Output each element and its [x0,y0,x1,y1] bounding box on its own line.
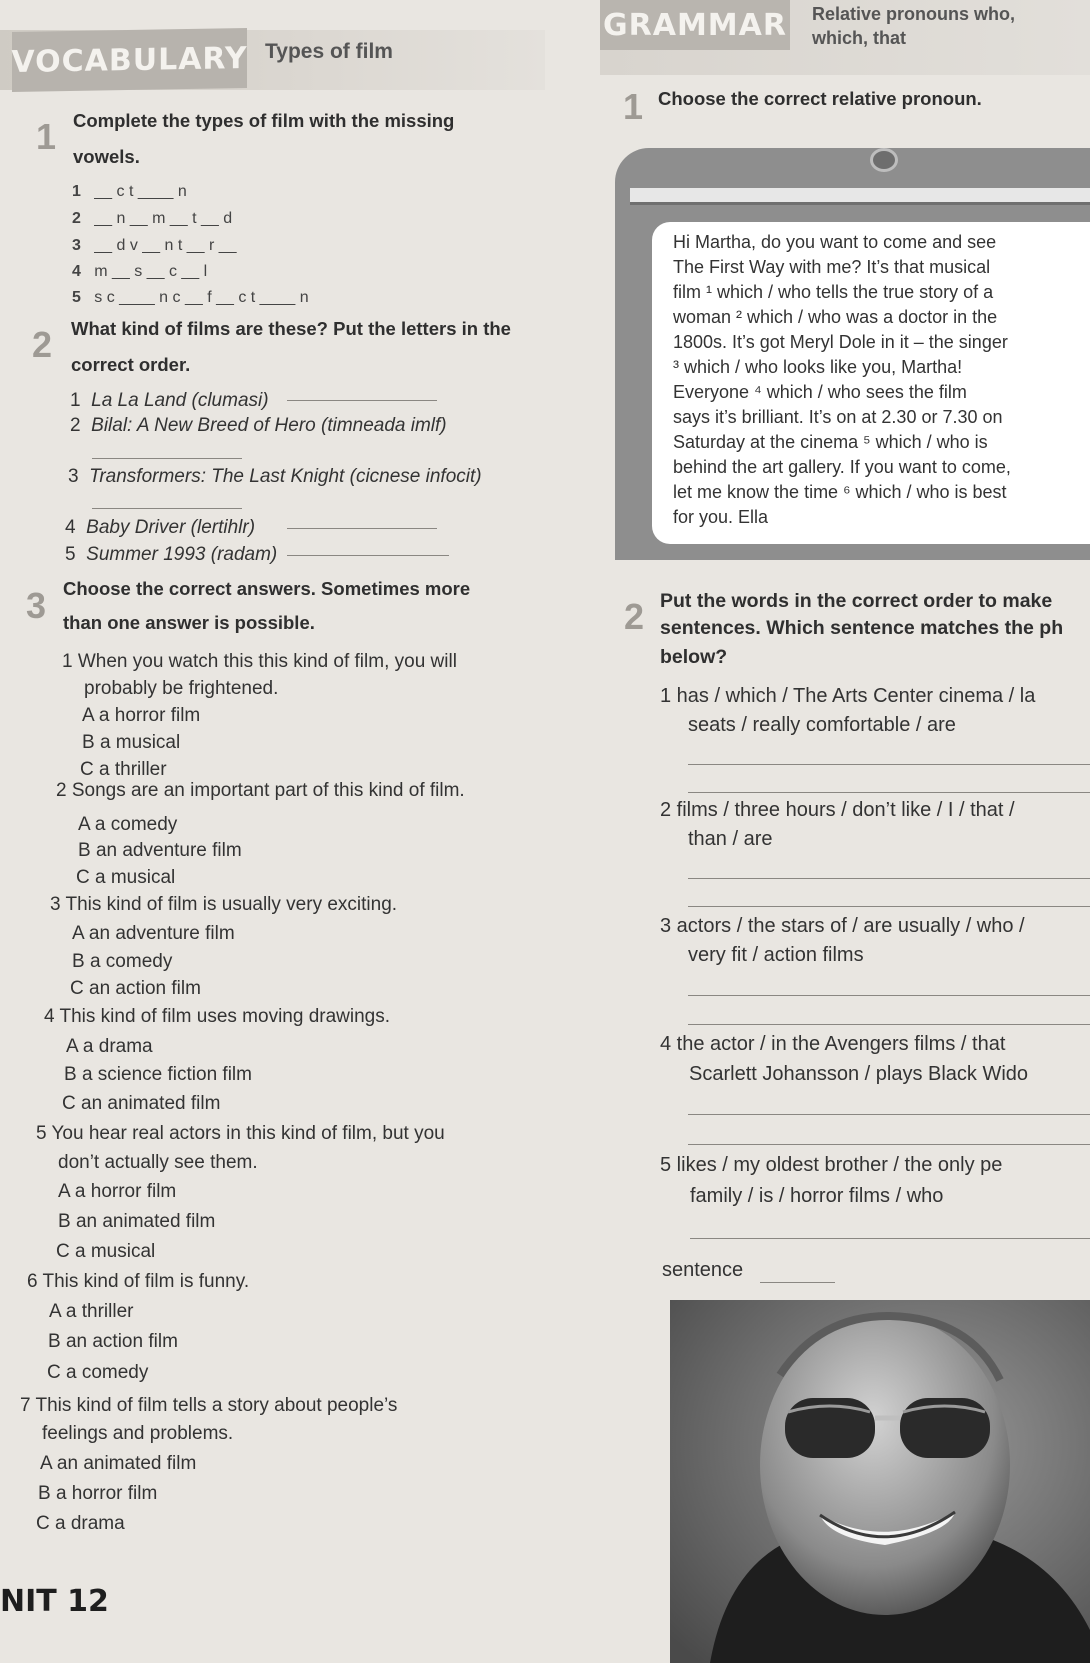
grammar-subtitle-line1: Relative pronouns who, [812,4,1016,24]
question-text: feelings and problems. [42,1423,234,1444]
answer-option[interactable]: A a horror film [58,1181,177,1202]
answer-option[interactable]: B an animated film [58,1211,216,1232]
sentence-label: sentence [662,1259,744,1281]
message-line: let me know the time ⁶ which / who is best [673,482,1007,502]
unscramble-item: 2 Bilal: A New Breed of Hero (timneada imlf) [70,415,447,436]
answer-option[interactable]: B a horror film [38,1483,158,1504]
question-text: 4 This kind of film uses moving drawings. [44,1006,391,1027]
exercise-number: 3 [26,585,47,626]
grammar-tag: GRAMMAR [600,0,790,50]
reorder-item: family / is / horror films / who [690,1185,944,1207]
question-text: 6 This kind of film is funny. [27,1271,250,1292]
exercise-title: Choose the correct relative pronoun. [658,88,982,109]
reorder-item: 1 has / which / The Arts Center cinema / la [660,685,1036,707]
reorder-item: than / are [688,828,773,850]
question-text: 5 You hear real actors in this kind of film, but you [36,1123,445,1144]
exercise-number: 2 [32,324,53,365]
phone-divider [630,202,1090,205]
actor-photo [670,1300,1090,1663]
message-line: Saturday at the cinema ⁵ which / who is [673,432,988,452]
answer-option[interactable]: A an animated film [40,1453,197,1474]
answer-option[interactable]: C an animated film [62,1093,221,1114]
reorder-item: 2 films / three hours / don’t like / I / that / [660,799,1015,821]
answer-option[interactable]: C an action film [70,978,201,999]
answer-option[interactable]: C a comedy [47,1362,149,1383]
answer-line[interactable] [688,1024,1090,1025]
answer-line[interactable] [688,995,1090,996]
message-line: ³ which / who looks like you, Martha! [673,357,963,377]
message-line: says it’s brilliant. It’s on at 2.30 or 7.30 on [673,407,1003,427]
question-text: probably be frightened. [84,678,279,699]
answer-line[interactable] [92,458,242,459]
vocabulary-tag: VOCABULARY [12,28,247,92]
phone-camera-icon [870,148,898,172]
answer-line[interactable] [688,764,1090,765]
exercise-title: Put the words in the correct order to make [660,590,1053,612]
reorder-item: Scarlett Johansson / plays Black Wido [689,1063,1029,1085]
exercise-title: than one answer is possible. [63,612,315,633]
vowel-item: 2 __ n __ m __ t __ d [72,210,233,227]
vowel-item: 3 __ d v __ n t __ r __ [72,237,237,254]
answer-option[interactable]: A an adventure film [72,923,235,944]
reorder-item: 5 likes / my oldest brother / the only pe [660,1154,1003,1176]
message-line: woman ² which / who was a doctor in the [673,307,998,327]
message-line: The First Way with me? It’s that musical [673,257,991,277]
answer-line[interactable] [688,878,1090,879]
unscramble-item: 4 Baby Driver (lertihlr) [65,517,256,538]
exercise-title: below? [660,646,728,668]
answer-option[interactable]: A a drama [66,1036,153,1057]
answer-option[interactable]: C a musical [76,867,176,888]
answer-option[interactable]: A a comedy [78,814,178,835]
exercise-title: Complete the types of film with the missing [73,110,455,131]
exercise-title: What kind of films are these? Put the letters in the [71,318,511,339]
reorder-item: 4 the actor / in the Avengers films / that [660,1033,1006,1055]
exercise-title: correct order. [71,354,191,375]
message-line: Hi Martha, do you want to come and see [673,232,997,252]
vowel-item: 5 s c ____ n c __ f __ c t ____ n [72,289,309,306]
question-text: 7 This kind of film tells a story about people’s [20,1395,398,1416]
answer-line[interactable] [92,508,242,509]
message-line: film ¹ which / who tells the true story of a [673,282,994,302]
answer-option[interactable]: C a thriller [80,759,167,780]
vocabulary-subtitle: Types of film [265,40,393,63]
answer-line[interactable] [287,555,449,556]
answer-option[interactable]: B an action film [48,1331,178,1352]
answer-line[interactable] [287,400,437,401]
answer-line[interactable] [688,1144,1090,1145]
reorder-item: seats / really comfortable / are [688,714,956,736]
answer-option[interactable]: C a musical [56,1241,156,1262]
vowel-item: 4 m __ s __ c __ l [72,263,208,280]
unit-label: NIT 12 [0,1584,109,1619]
grammar-subtitle-line2: which, that [812,28,906,48]
vowel-item: 1 __ c t ____ n [72,183,187,200]
reorder-item: 3 actors / the stars of / are usually / who / [660,915,1025,937]
message-line: Everyone ⁴ which / who sees the film [673,382,967,402]
answer-line[interactable] [688,906,1090,907]
question-text: 1 When you watch this this kind of film, you will [62,651,457,672]
message-line: for you. Ella [673,507,769,527]
unscramble-item: 3 Transformers: The Last Knight (cicnese infocit) [68,466,482,487]
message-line: behind the art gallery. If you want to come, [673,457,1011,477]
answer-option[interactable]: C a drama [36,1513,125,1534]
answer-line[interactable] [760,1282,835,1283]
question-text: 2 Songs are an important part of this kind of film. [56,780,465,801]
answer-line[interactable] [688,792,1090,793]
message-line: 1800s. It’s got Meryl Dole in it – the singer [673,332,1008,352]
exercise-title: sentences. Which sentence matches the ph [660,617,1064,639]
answer-option[interactable]: B an adventure film [78,840,242,861]
answer-option[interactable]: A a thriller [49,1301,134,1322]
reorder-item: very fit / action films [688,944,864,966]
exercise-title: Choose the correct answers. Sometimes more [63,578,471,599]
answer-line[interactable] [287,528,437,529]
unscramble-item: 1 La La Land (clumasi) [70,390,269,411]
question-text: 3 This kind of film is usually very exciting. [50,894,398,915]
exercise-number: 2 [624,596,645,637]
answer-option[interactable]: A a horror film [82,705,201,726]
question-text: don’t actually see them. [58,1152,258,1173]
answer-option[interactable]: B a comedy [72,951,173,972]
answer-option[interactable]: B a science fiction film [64,1064,252,1085]
exercise-title: vowels. [73,146,140,167]
answer-line[interactable] [690,1238,1090,1239]
answer-option[interactable]: B a musical [82,732,181,753]
phone-status-bar [630,188,1090,202]
answer-line[interactable] [688,1114,1090,1115]
exercise-number: 1 [623,86,644,127]
exercise-number: 1 [36,116,57,157]
unscramble-item: 5 Summer 1993 (radam) [65,544,278,565]
